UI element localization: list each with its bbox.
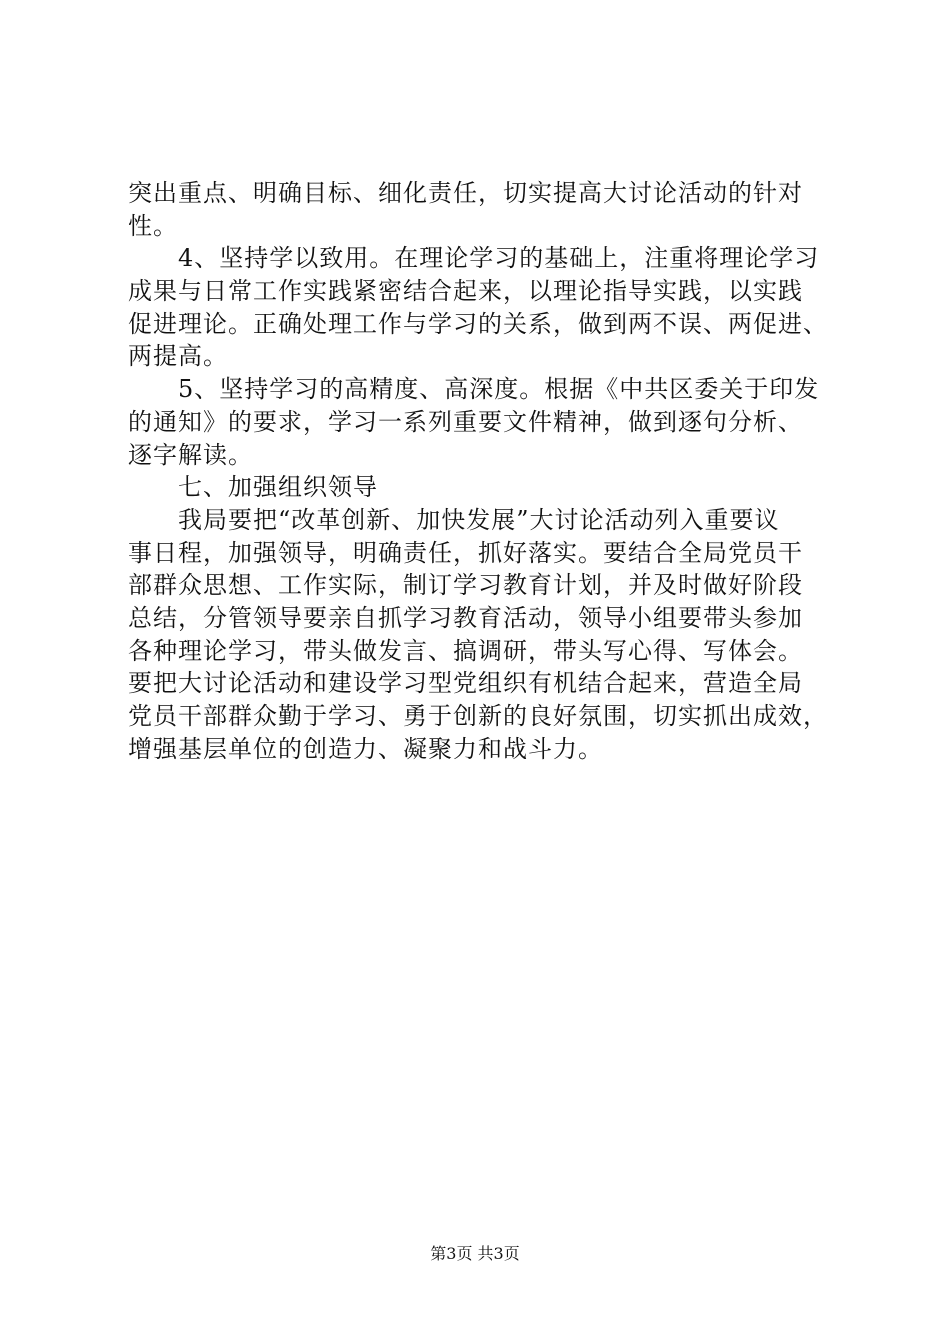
text-line: 我局要把“改革创新、加快发展”大讨论活动列入重要议	[178, 505, 780, 534]
text-line: 促进理论。正确处理工作与学习的关系，做到两不误、两促进、	[128, 309, 828, 338]
text-line: 突出重点、明确目标、细化责任，切实提高大讨论活动的针对	[128, 179, 803, 207]
text-line: 成果与日常工作实践紧密结合起来，以理论指导实践，以实践	[128, 277, 803, 306]
section-heading: 七、加强组织领导	[178, 473, 378, 502]
text-line: 的通知》的要求，学习一系列重要文件精神，做到逐句分析、	[128, 407, 803, 436]
text-line: 各种理论学习，带头做发言、搞调研，带头写心得、写体会。	[128, 636, 803, 665]
text-line: 4、坚持学以致用。在理论学习的基础上，注重将理论学习	[178, 244, 820, 273]
text-line: 性。	[128, 211, 178, 240]
page-number-footer: 第3页 共3页	[430, 1244, 520, 1263]
text-line: 要把大讨论活动和建设学习型党组织有机结合起来，营造全局	[128, 669, 803, 698]
text-line: 党员干部群众勤于学习、勇于创新的良好氛围，切实抓出成效，	[128, 702, 828, 730]
text-line: 两提高。	[128, 342, 228, 371]
text-line: 总结，分管领导要亲自抓学习教育活动，领导小组要带头参加	[128, 603, 803, 632]
text-line: 增强基层单位的创造力、凝聚力和战斗力。	[128, 734, 603, 763]
text-line: 5、坚持学习的高精度、高深度。根据《中共区委关于印发	[178, 375, 820, 404]
text-line: 事日程，加强领导，明确责任，抓好落实。要结合全局党员干	[128, 538, 803, 567]
text-line: 部群众思想、工作实际，制订学习教育计划，并及时做好阶段	[128, 571, 803, 600]
text-line: 逐字解读。	[128, 440, 253, 469]
document-body	[128, 177, 828, 765]
